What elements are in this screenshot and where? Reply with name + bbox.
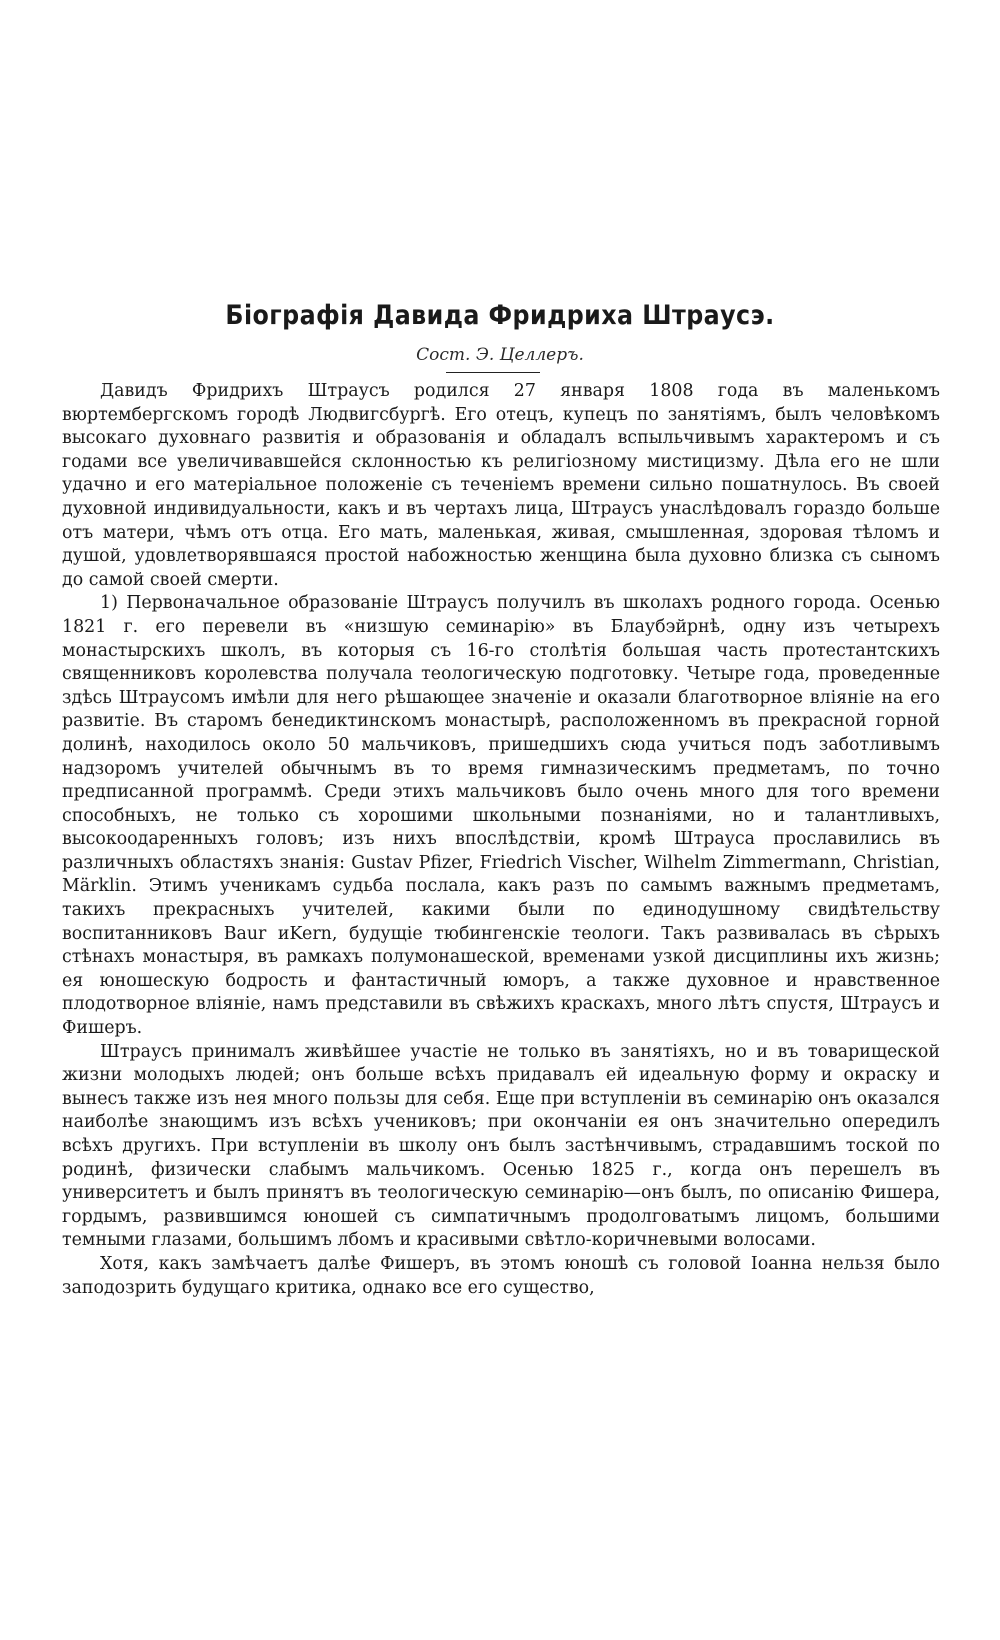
author-line: Сост. Э. Целлеръ.	[416, 345, 584, 365]
title-divider	[446, 372, 540, 373]
paragraph: Давидъ Фридрихъ Штраусъ родился 27 января 1808 года въ маленькомъ вюртембергскомъ городѣ Людвигсбургѣ. Его отецъ, купецъ по занятіямъ, былъ человѣкомъ высокаго духовнаго развитія и образованія и обладалъ вспыльчивымъ характеромъ и съ годами все увеличивавшейся склонностью къ религіозному мистицизму. Дѣла его не шли удачно и его матеріальное положеніе съ теченіемъ времени сильно пошатнулось. Въ своей духовной индивидуальности, какъ и въ чертахъ лица, Штраусъ унаслѣдовалъ гораздо больше отъ матери, чѣмъ отъ отца. Его мать, маленькая, живая, смышленная, здоровая тѣломъ и душой, удовлетворявшаяся простой набожностью женщина была духовно близка съ сыномъ до самой своей смерти.	[62, 381, 940, 590]
paragraph: 1) Первоначальное образованіе Штраусъ получилъ въ школахъ родного города. Осенью 1821 г. его перевели въ «низшую семинарію» въ Блаубэйрнѣ, одну изъ четырехъ монастырскихъ школъ, въ которыя съ 16-го столѣтія большая часть протестантскихъ священниковъ королевства получала теологическую подготовку. Четыре года, проведенные здѣсь Штраусомъ имѣли для него рѣшающее значеніе и оказали благотворное вліяніе на его развитіе. Въ старомъ бенедиктинскомъ монастырѣ, расположенномъ въ прекрасной горной долинѣ, находилось около 50 мальчиковъ, пришедшихъ сюда учиться подъ заботливымъ надзоромъ учителей обычнымъ въ то время гимназическимъ предметамъ, по точно предписанной программѣ. Среди этихъ мальчиковъ было очень много для того времени способныхъ, не только съ хорошими школьными познаніями, но и талантливыхъ, высокоодаренныхъ головъ; изъ нихъ впослѣдствіи, кромѣ Штрауса прославились въ различныхъ областяхъ знанія: Gustav Pfizer, Friedrich Vischer, Wilhelm Zimmermann, Christian, Märklin. Этимъ ученикамъ судьба послала, какъ разъ по самымъ важнымъ предметамъ, такихъ прекрасныхъ учителей, какими были по единодушному свидѣтельству воспитанниковъ Baur иKern, будущіе тюбингенскіе теологи. Такъ развивалась въ сѣрыхъ стѣнахъ монастыря, въ рамкахъ полумонашеской, временами узкой дисциплины ихъ жизнь; ея юношескую бодрость и фантастичный юморъ, а также духовное и нравственное плодотворное вліяніе, намъ представили въ свѣжихъ краскахъ, много лѣтъ спустя, Штраусъ и Фишеръ.	[62, 593, 940, 1039]
paragraph: Хотя, какъ замѣчаетъ далѣе Фишеръ, въ этомъ юношѣ съ головой Іоанна нельзя было заподозрить будущаго критика, однако все его существо,	[62, 1253, 940, 1298]
body-text	[62, 380, 940, 1300]
paragraph: Штраусъ принималъ живѣйшее участіе не только въ занятіяхъ, но и въ товарищеской жизни молодыхъ людей; онъ больше всѣхъ придавалъ ей идеальную форму и окраску и вынесъ также изъ нея много пользы для себя. Еще при вступленіи въ семинарію онъ оказался наиболѣе знающимъ изъ всѣхъ учениковъ; при окончаніи ея онъ значительно опередилъ всѣхъ другихъ. При вступленіи въ школу онъ былъ застѣнчивымъ, страдавшимъ тоской по родинѣ, физически слабымъ мальчикомъ. Осенью 1825 г., когда онъ перешелъ въ университетъ и былъ принятъ въ теологическую семинарію—онъ былъ, по описанію Фишера, гордымъ, развившимся юношей съ симпатичнымъ продолговатымъ лицомъ, большими темными глазами, большимъ лбомъ и красивыми свѣтло-коричневыми волосами.	[62, 1041, 940, 1251]
page-title: Біографія Давида Фридриха Штраусэ.	[225, 300, 775, 331]
